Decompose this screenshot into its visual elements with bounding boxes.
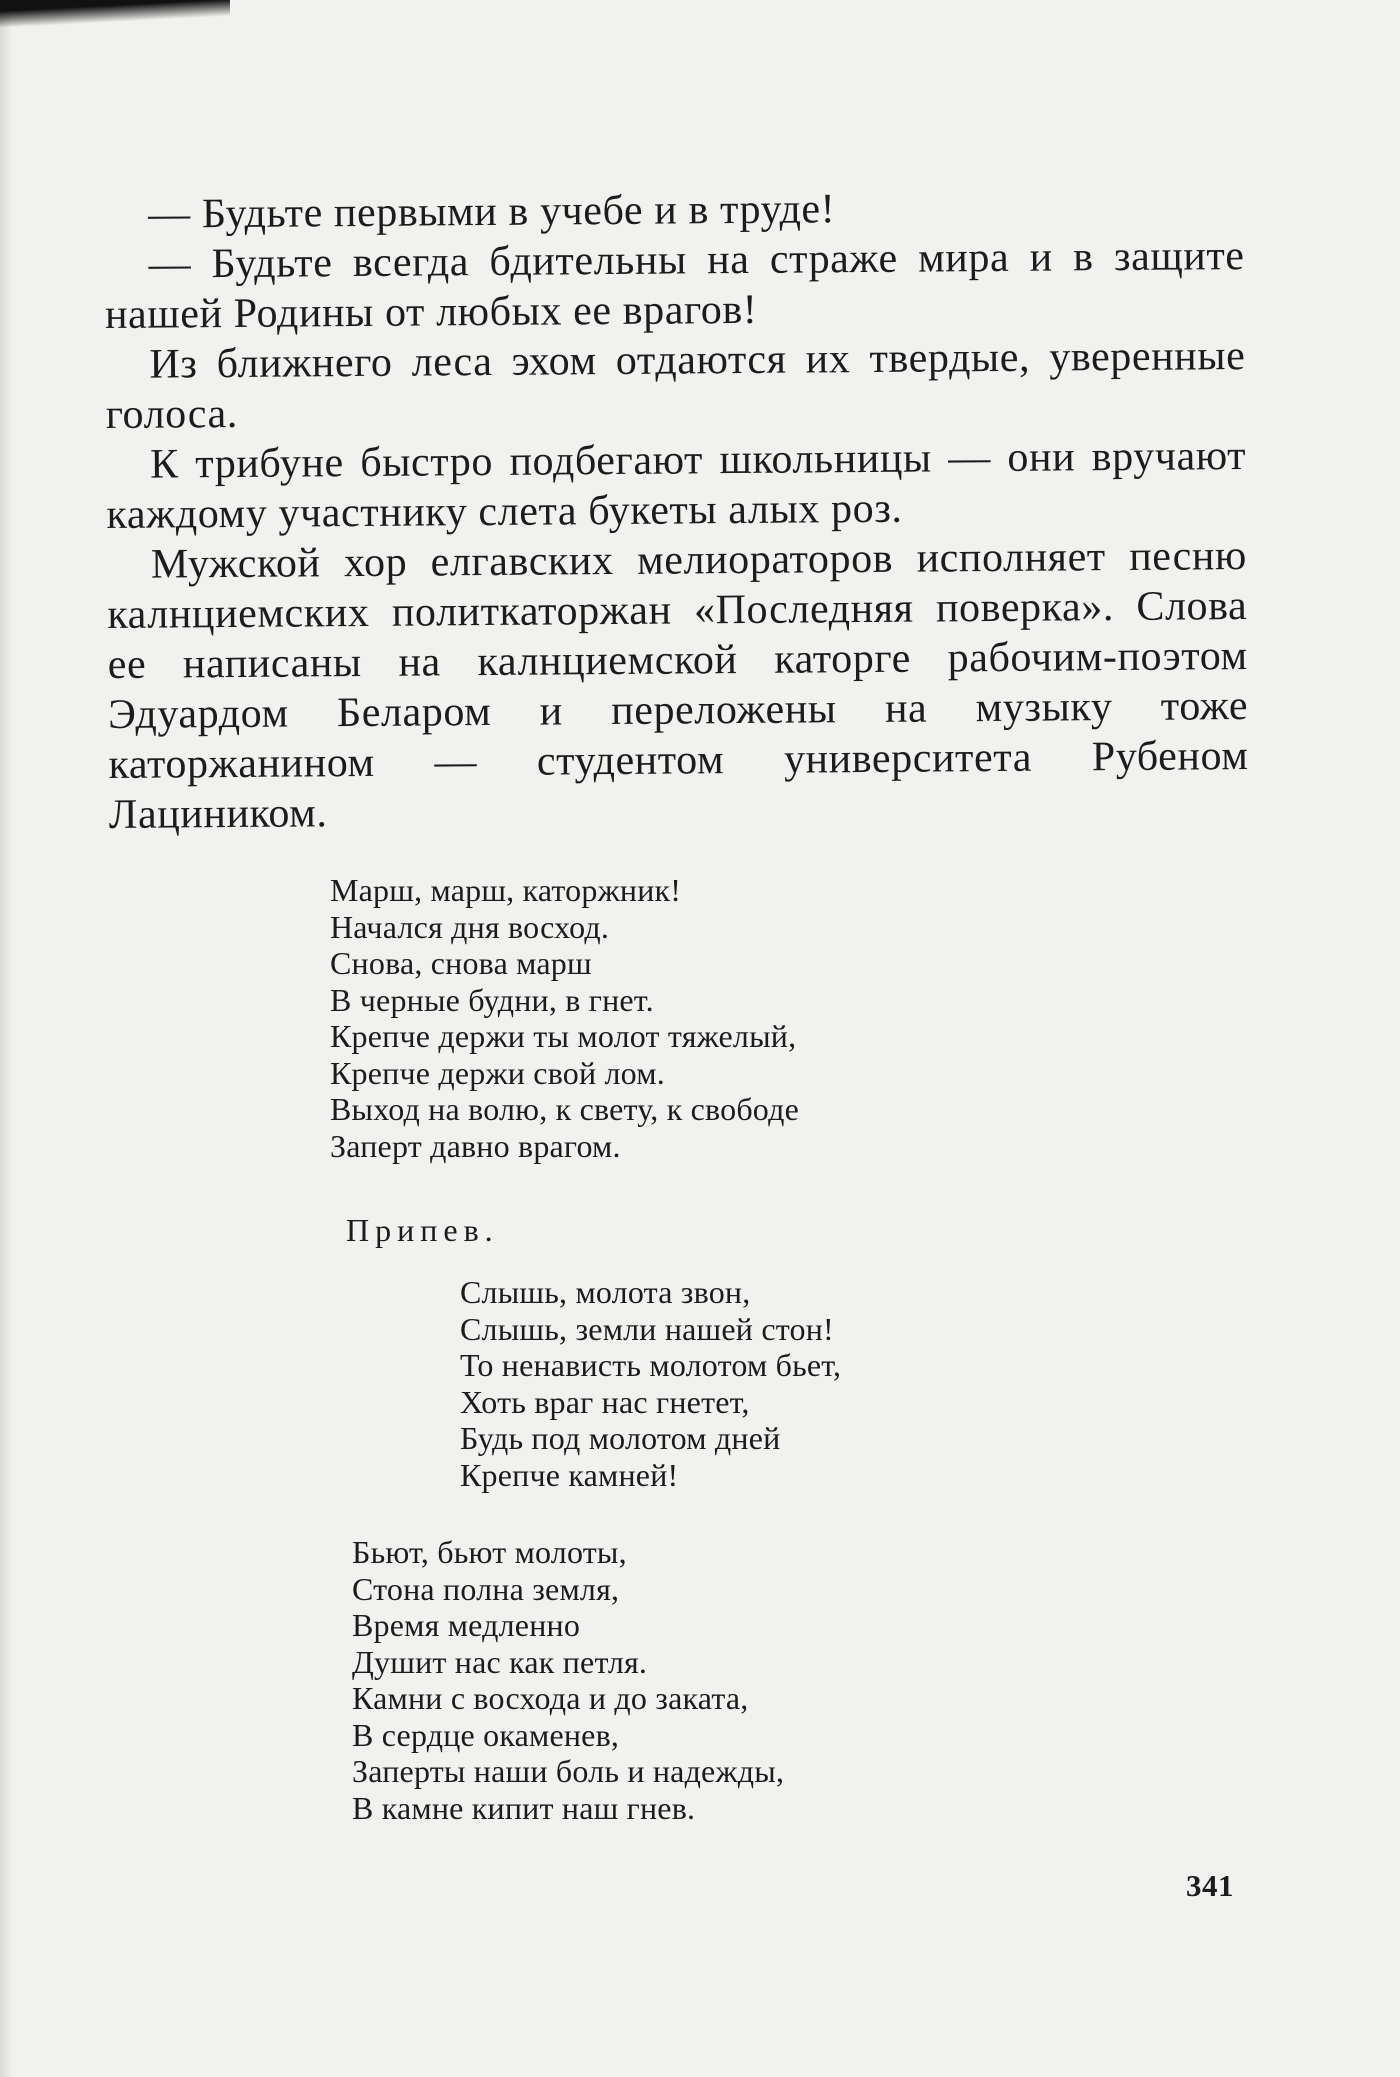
page-edge-shadow bbox=[0, 0, 12, 2077]
verse-line: Начался дня восход. bbox=[330, 908, 610, 945]
verse-line: Марш, марш, каторжник! bbox=[330, 872, 682, 908]
verse-line: В черные будни, в гнет. bbox=[330, 981, 654, 1018]
verse-line: Снова, снова марш bbox=[330, 945, 592, 981]
verse-line: Время медленно bbox=[352, 1607, 581, 1643]
paragraph: — Будьте всегда бдительны на страже мира и в защите нашей Родины от любых ее врагов! bbox=[104, 233, 1245, 338]
poem-refrain bbox=[460, 1274, 841, 1493]
poem-stanza-1 bbox=[330, 872, 799, 1164]
paragraph: — Будьте первыми в учебе и в труде! bbox=[148, 186, 836, 238]
verse-line: Камни с восхода и до заката, bbox=[352, 1680, 749, 1716]
verse-line: Душит нас как петля. bbox=[352, 1643, 648, 1680]
paragraph: К трибуне быстро подбегают школьницы — они вручают каждому участнику слета букеты алых роз. bbox=[106, 433, 1247, 538]
verse-line: Слышь, молота звон, bbox=[460, 1274, 751, 1310]
verse-line: Крепче камней! bbox=[460, 1456, 679, 1493]
verse-line: В камне кипит наш гнев. bbox=[352, 1789, 696, 1826]
verse-line: Хоть враг нас гнетет, bbox=[460, 1383, 750, 1420]
verse-line: В сердце окаменев, bbox=[352, 1716, 620, 1753]
verse-line: Крепче держи свой лом. bbox=[330, 1054, 665, 1091]
verse-line: Выход на волю, к свету, к свободе bbox=[330, 1091, 799, 1127]
page-corner-shadow bbox=[0, 0, 230, 28]
prose-section bbox=[104, 181, 1249, 840]
verse-line: Будь под молотом дней bbox=[460, 1420, 781, 1456]
verse-line: Слышь, земли нашей стон! bbox=[460, 1310, 834, 1347]
paragraph: Мужской хор елгавских мелиораторов исполняет песню калнциемских политкаторжан «Последняя поверка». Слова ее написаны на калнциемской каторге рабочим-поэтом Эдуардом Беларом и переложены на музыку тоже каторжанином — студентом университета Рубеном Лациником. bbox=[107, 533, 1249, 838]
refrain-label: Припев. bbox=[346, 1212, 499, 1248]
verse-line: Заперты наши боль и надежды, bbox=[352, 1753, 785, 1789]
poem-stanza-2 bbox=[352, 1534, 784, 1826]
verse-line: Бьют, бьют молоты, bbox=[352, 1534, 627, 1570]
verse-line: То ненависть молотом бьет, bbox=[460, 1347, 842, 1383]
paragraph: Из ближнего леса эхом отдаются их твердые, уверенные голоса. bbox=[105, 333, 1246, 438]
verse-line: Крепче держи ты молот тяжелый, bbox=[330, 1018, 797, 1054]
verse-line: Заперт давно врагом. bbox=[330, 1127, 621, 1164]
verse-line: Стона полна земля, bbox=[352, 1570, 620, 1607]
page-number: 341 bbox=[1186, 1868, 1234, 1903]
